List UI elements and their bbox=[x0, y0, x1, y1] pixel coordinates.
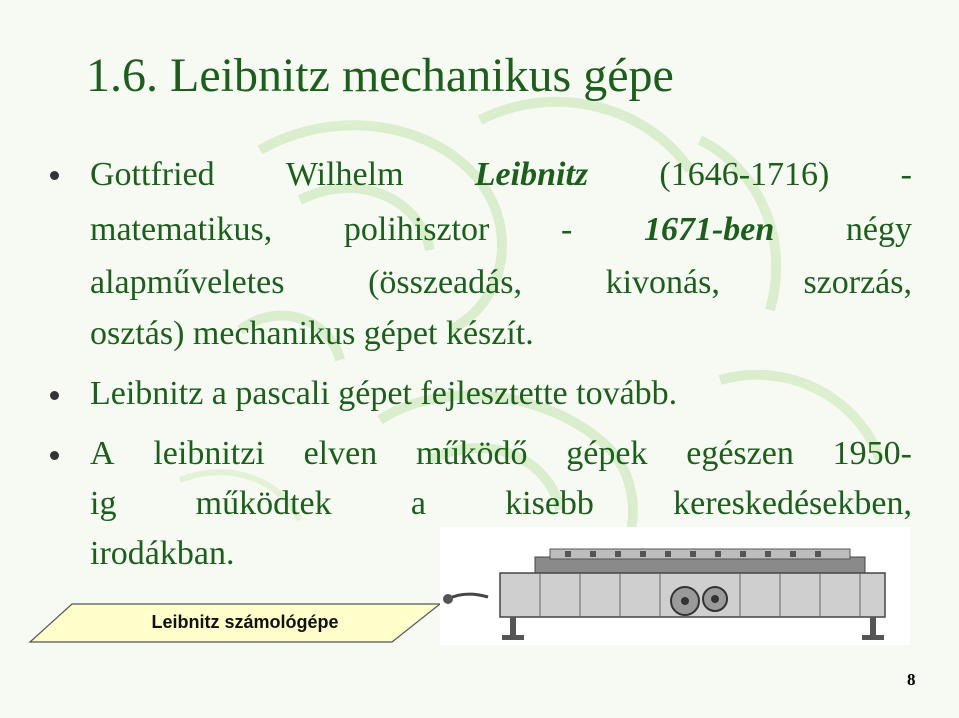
bullet-1-line-3 bbox=[90, 262, 912, 304]
caption-callout bbox=[0, 560, 440, 660]
bullet-1-line-1 bbox=[90, 154, 912, 196]
bullet-3-line-1 bbox=[90, 433, 912, 475]
word: négy bbox=[845, 211, 912, 248]
word: alapműveletes bbox=[90, 264, 285, 301]
word: működő bbox=[416, 435, 528, 472]
word: a bbox=[410, 485, 426, 522]
bullet-dot bbox=[50, 451, 59, 460]
bullet-dot bbox=[50, 171, 59, 180]
word: (1646-1716) bbox=[659, 156, 830, 193]
word: szorzás, bbox=[803, 264, 912, 301]
page-number: 8 bbox=[907, 670, 916, 689]
word: Wilhelm bbox=[285, 156, 404, 193]
word: - bbox=[560, 211, 573, 248]
bullet-3-line-2 bbox=[90, 483, 912, 525]
word: matematikus, bbox=[90, 211, 273, 248]
word: - bbox=[900, 156, 912, 193]
bullet-1-line-2 bbox=[90, 209, 912, 251]
word: A bbox=[90, 435, 115, 472]
calculator-image bbox=[440, 527, 910, 645]
word: ig bbox=[90, 485, 117, 522]
bullet-1-line-4: osztás) mechanikus gépet készít. bbox=[90, 315, 534, 352]
word: leibnitzi bbox=[153, 435, 265, 472]
word: polihisztor bbox=[343, 211, 490, 248]
name-emphasis: Leibnitz bbox=[474, 156, 589, 193]
slide-title: 1.6. Leibnitz mechanikus gépe bbox=[86, 49, 674, 102]
word: működtek bbox=[195, 485, 332, 522]
leibniz-calculator-drawing bbox=[440, 527, 910, 645]
word: kivonás, bbox=[605, 264, 720, 301]
bullet-dot bbox=[50, 391, 59, 400]
word: egészen bbox=[686, 435, 794, 472]
word: gépek bbox=[566, 435, 648, 472]
word: elven bbox=[303, 435, 378, 472]
image-caption: Leibnitz számológépe bbox=[151, 612, 339, 632]
word: kereskedésekben, bbox=[673, 485, 912, 522]
bullet-3-line-3: irodákban. bbox=[90, 535, 235, 572]
word: kisebb bbox=[505, 485, 594, 522]
word: 1950- bbox=[832, 435, 912, 472]
word: (összeadás, bbox=[368, 264, 522, 301]
bullet-2-text: Leibnitz a pascali gépet fejlesztette tovább. bbox=[90, 375, 678, 412]
year-emphasis: 1671-ben bbox=[643, 211, 775, 248]
word: Gottfried bbox=[90, 156, 215, 193]
